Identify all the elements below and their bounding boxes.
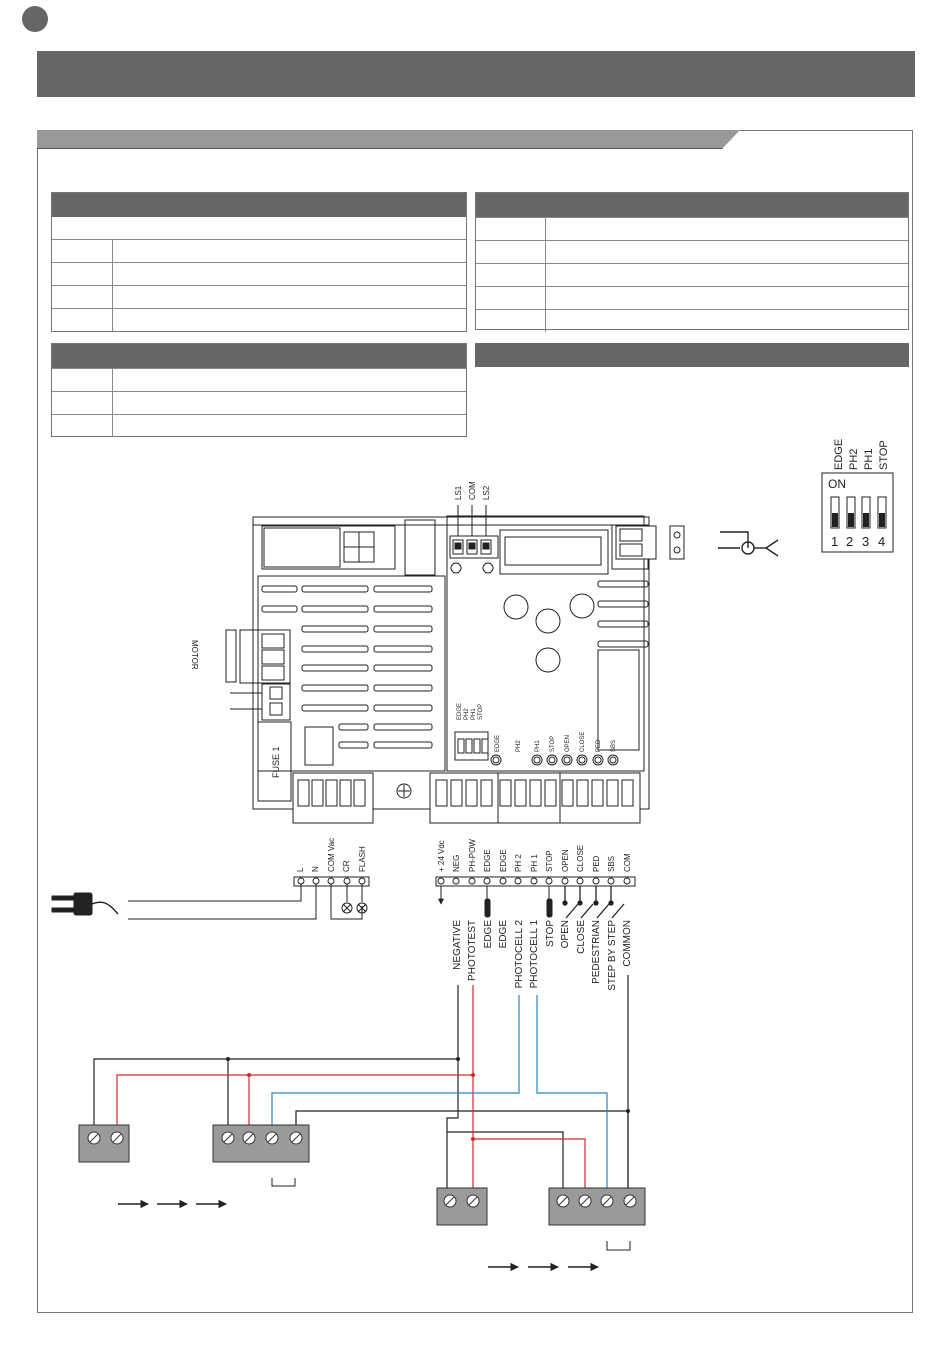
dip-number-2: 2 [846,534,854,549]
wire-pedestrian-label: PEDESTRIAN [591,920,602,984]
power-terminal-strip [294,838,369,886]
photocell-tx-right [437,1188,487,1225]
dip-ph2-label: PH2 [848,448,860,470]
dip-switch-detail [822,439,893,552]
led-ph1-label: PH1 [535,740,541,752]
ls1-label: LS1 [454,485,463,500]
terminal-neg-label: NEG [452,854,461,872]
led-sbs-label: SBS [611,739,617,752]
flash-lamp-icon [342,903,367,913]
led-stop-label: STOP [550,735,556,752]
terminal-com-vac-label: COM Vac [327,837,336,872]
terminal-flash-label: FLASH [358,846,367,872]
wire-open-label: OPEN [560,920,571,949]
mains-wires [128,884,362,919]
terminal-n-label: N [311,866,320,872]
dip-ph1-label: PH1 [863,448,875,470]
wire-stop-label: STOP [545,920,556,948]
terminal-cr-label: CR [342,860,351,872]
led-open-label: OPEN [565,734,571,752]
photocell-tx-left [79,1125,129,1162]
wire-phototest-label: PHOTOTEST [467,920,478,981]
wire-labels [452,920,633,991]
wire-negative-label: NEGATIVE [452,920,463,970]
terminal-com-label: COM [623,853,632,872]
led-edge-label: EDGE [495,734,501,752]
dip-number-4: 4 [878,534,886,549]
terminal-stop-label: STOP [545,850,554,872]
inner-dip-edge-label: EDGE [457,702,463,720]
inner-dip-ph1-label: PH1 [471,708,477,720]
terminal-open-label: OPEN [561,849,570,872]
terminal-ph-pow-label: PH-POW [468,839,477,872]
red-wires [117,985,585,1190]
motor-label: MOTOR [190,640,199,670]
plug-icon [52,893,118,915]
contact-switch-icon [485,886,624,918]
led-close-label: CLOSE [580,731,586,752]
wire-common-label: COMMON [622,920,633,967]
led-ped-label: PED [596,739,602,752]
wire-photocell1-label: PHOTOCELL 1 [529,920,540,989]
antenna-icon [718,532,778,556]
terminal-ph2-label: PH 2 [514,854,523,872]
dip-number-1: 1 [831,534,839,549]
terminal-edge-label: EDGE [483,849,492,872]
io-terminal-strip [436,839,635,904]
terminal-24vdc-label: + 24 Vdc [437,840,446,872]
fuse-label: FUSE 1 [271,746,281,778]
blue-wires [272,995,607,1190]
terminal-sbs-label: SBS [607,855,616,872]
wire-close-label: CLOSE [576,920,587,954]
wire-edge-label-2: EDGE [498,920,509,949]
inner-dip-ph2-label: PH2 [464,708,470,720]
wire-photocell2-label: PHOTOCELL 2 [514,920,525,989]
dip-on-label: ON [828,477,846,491]
photocell-rx-left [213,1125,309,1186]
black-wires [94,975,628,1190]
arrow-right-icon [118,1204,598,1267]
terminal-edge-label-2: EDGE [499,849,508,872]
terminal-close-label: CLOSE [576,844,585,872]
inner-dip-stop-label: STOP [478,703,484,720]
terminal-ped-label: PED [592,855,601,872]
led-ph2-label: PH2 [516,740,522,752]
photocell-rx-right [549,1188,645,1250]
terminal-ph1-label: PH 1 [530,854,539,872]
dip-stop-label: STOP [878,440,890,470]
dip-number-3: 3 [862,534,870,549]
wire-step-by-step-label: STEP BY STEP [607,920,618,991]
dip-edge-label: EDGE [833,438,845,470]
com-label: COM [468,481,477,500]
ls2-label: LS2 [482,485,491,500]
terminal-l-label: L [296,867,305,872]
antenna-connector [616,526,684,559]
wire-edge-label: EDGE [483,920,494,949]
control-board [226,505,649,823]
